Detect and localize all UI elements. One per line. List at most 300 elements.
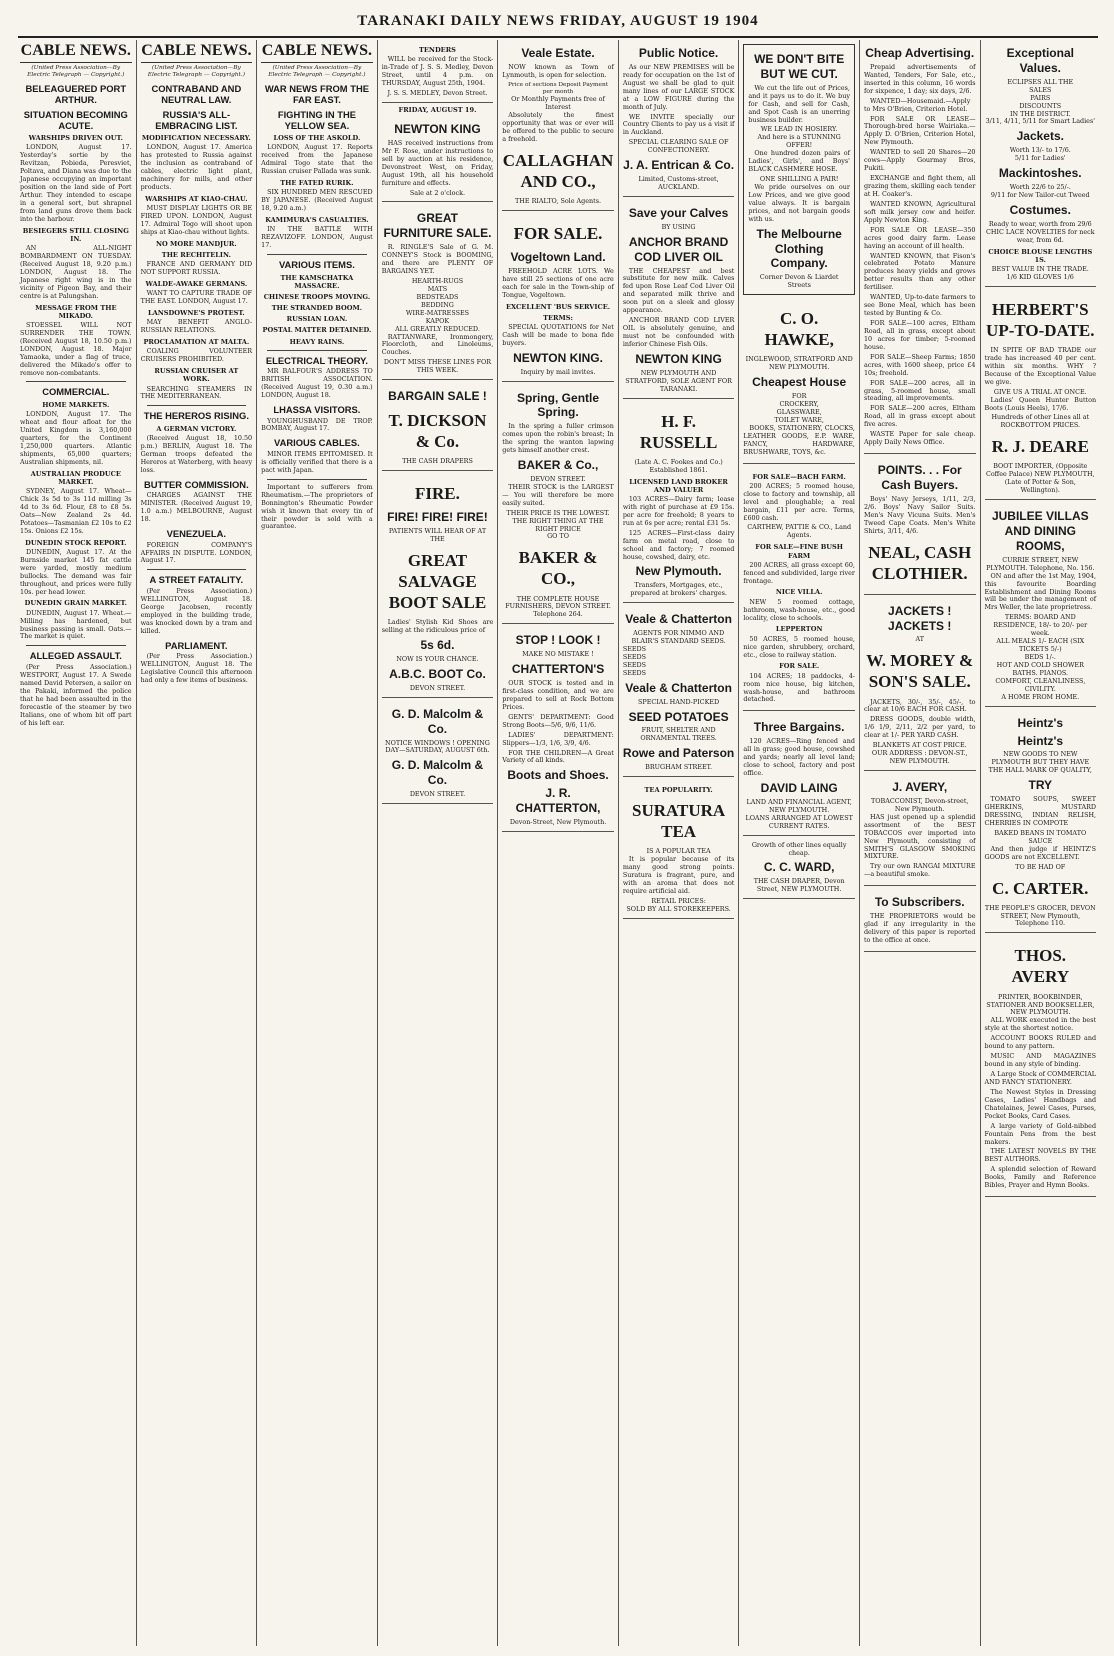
article-text: IN THE BATTLE WITH REZAVIZOFF. LONDON, August 17. <box>261 225 373 250</box>
article-text: COALING VOLUNTEER CRUISERS PROHIBITED. <box>140 347 253 364</box>
article-text: (Per Press Association.) WESTPORT, August 17. A Swede named David Petersen, a sailor on the Pakaki, informed the police that he had been assaulted in the forecastle of the steamer by two Italians, one of whom bit off part of his left ear. <box>20 662 132 727</box>
advert-text: 200 ACRES, all grass except 60, fenced and subdivided, large river frontage. <box>743 560 855 585</box>
article-text: Important to sufferers from Rheumatism.—The proprietors of Bonnington's Rheumatic Powder wish it known that every tin of their powder is sold with a guarantee. <box>261 482 373 531</box>
divider <box>26 645 126 646</box>
article-text: CHARGES AGAINST THE MINISTER. (Received August 19, 1.0 a.m.) MELBOURNE, August 18. <box>140 491 253 524</box>
advert-heading: NEWTON KING <box>635 351 722 366</box>
advert-line: ONE SHILLING A PAIR! <box>759 175 839 184</box>
headline: WAR NEWS FROM THE FAR EAST. <box>264 82 369 105</box>
classified-item: WANTED—Housemaid.—Apply to Mrs O'Brien, Criterion Hotel. <box>863 96 971 113</box>
advert-subheading: LEPPERTON <box>775 625 823 634</box>
advert-ward <box>743 839 855 900</box>
advert-subheading: THE PEOPLE'S GROCER, DEVON STREET, New Plymouth, Telephone 110. <box>984 903 1096 928</box>
headline: PARLIAMENT. <box>165 639 228 651</box>
advert-line: Worth 13/- to 17/6. <box>1009 146 1071 155</box>
advert-text: 125 ACRES—First-class dairy farm on metal road, close to school and factory; 7 roomed house, cowshed, dairy, etc. <box>622 528 735 561</box>
advert-text: JACKETS, 30/-, 35/-, 45/-, to clear at 10/6 EACH FOR CASH. <box>863 697 976 714</box>
advert-text: RATTANWARE, Ironmongery, Floorcloth, and Linoleums, Couches. <box>381 332 494 357</box>
subhead: THE KAMSCHATKA MASSACRE. <box>280 273 354 290</box>
advert-heading: New Plymouth. <box>635 564 722 579</box>
advert-text: 104 ACRES; 18 paddocks, 4-room nice house, big kitchen, wash-house, and bathroom detached. <box>743 671 855 704</box>
advert-line: SPECIAL CLEARING SALE OF CONFECTIONERY. <box>628 138 729 155</box>
advert-line: HEARTH-RUGS <box>411 276 464 285</box>
advert-heading: Veale & Chatterton <box>625 680 732 695</box>
advert-line: KAPOK <box>425 316 450 325</box>
advert-text: DRESS GOODS, double width, 1/6 1/9, 2/11, 2/2 per yard, to clear at 1/- PER YARD CASH. <box>863 715 976 740</box>
advert-subheading: INGLEWOOD, STRATFORD AND NEW PLYMOUTH. <box>745 355 853 372</box>
advert-line: IN THE DISTRICT. <box>1010 109 1071 118</box>
advert-text: 120 ACRES—Ring fenced and all in grass; good house, cowshed and yards; nearly all level land; close to school, factory and post office. <box>743 737 855 777</box>
cable-news-title: CABLE NEWS. <box>20 42 132 63</box>
subhead: HOME MARKETS. <box>42 400 110 409</box>
subhead: PROCLAMATION AT MALTA. <box>143 338 250 347</box>
advert-line: NOW IS YOUR CHANCE. <box>396 655 479 663</box>
advert-subheading: DEVON STREET. <box>409 790 466 799</box>
headline: VARIOUS ITEMS. <box>278 258 355 270</box>
advert-subheading: TOBACCONIST, Devon-street, New Plymouth. <box>871 796 969 813</box>
headline: VARIOUS CABLES. <box>274 437 360 449</box>
advert-veale-estate <box>502 40 614 211</box>
advert-heading: WE DON'T BITE BUT WE CUT. <box>754 52 845 81</box>
advert-heading: Heintz's <box>1017 715 1064 730</box>
advert-heading: THOS. AVERY <box>1011 946 1070 987</box>
advert-text: WE INVITE specially our Country Clients to pay us a visit if in Auckland. <box>622 112 735 137</box>
advert-heading: A.B.C. BOOT Co. <box>389 666 486 681</box>
advert-line: 1/6 KID GLOVES 1/6 <box>1006 272 1074 281</box>
advert-text: Sale at 2 o'clock. <box>409 188 466 197</box>
column-8 <box>860 40 981 1646</box>
advert-line: BAKED BEANS IN TOMATO SAUCE <box>994 828 1087 845</box>
article-text: WANT TO CAPTURE TRADE OF THE EAST. LONDON, August 17. <box>140 289 253 306</box>
advert-subheading: IS A POPULAR TEA <box>646 847 711 856</box>
advert-text: SPECIAL QUOTATIONS for Net Cash will be made to bona fide buyers. <box>502 322 614 347</box>
advert-line: Transfers, Mortgages, etc., prepared at brokers' charges. <box>630 581 727 598</box>
advert-heading: TRY <box>1028 778 1053 793</box>
advert-text: THEIR STOCK is the LARGEST— You will therefore be more easily suited. <box>502 482 614 507</box>
advert-line: FRUIT, SHELTER AND ORNAMENTAL TREES. <box>640 726 717 743</box>
advert-heading: ANCHOR BRAND COD LIVER OIL <box>628 234 729 264</box>
subhead: LANSDOWNE'S PROTEST. <box>147 309 245 318</box>
classified-item: WANTED to sell 20 Shares—20 cows—Apply Gourmay Bros, Pukiti. <box>863 148 976 173</box>
advert-subheading: CURRIE STREET, NEW PLYMOUTH. Telephone, No. 156. <box>986 555 1095 572</box>
advert-entrican <box>623 40 735 197</box>
advert-heading: G. D. Malcolm & Co. <box>391 758 484 788</box>
advert-line: BEDSTEADS <box>416 292 459 301</box>
advert-heading: C. O. HAWKE, <box>764 309 834 350</box>
advert-heading: SURATURA TEA <box>631 801 726 842</box>
advert-subheading: DEVON STREET. <box>409 683 466 692</box>
article-text: FRANCE AND GERMANY DID NOT SUPPORT RUSSIA. <box>140 260 253 277</box>
advert-line: TOILET WARE, <box>774 415 824 424</box>
advert-text: Absolutely the finest opportunity that was or ever will be offered to the public to secure a freehold. <box>502 111 614 143</box>
headline: ALLEGED ASSAULT. <box>29 650 122 662</box>
advert-line: SALES <box>1029 85 1052 94</box>
advert-subheading: BOOT IMPORTER, (Opposite Coffee Palace) NEW PLYMOUTH, (Late of Potter & Son, Wellington). <box>985 462 1095 495</box>
advert-suratura-tea <box>623 780 735 919</box>
advert-line: TERMS: BOARD AND RESIDENCE, 18/- to 20/- per week. <box>993 613 1088 638</box>
advert-text: THE CHEAPEST and best substitute for new milk. Calves fed upon Rose Leaf Cod Liver Oil and separated milk thrive and soon put on a sleek and glossy appearance. <box>622 266 735 315</box>
advert-heading: NEWTON KING. <box>513 350 603 365</box>
advert-text: THE PROPRIETORS would be glad if any irregularity in the delivery of this paper is reported to the office at once. <box>863 912 976 944</box>
headline: VENEZUELA. <box>166 528 227 540</box>
advert-line: CHIC LACE NOVELTIES for neck wear, from 6d. <box>985 227 1095 244</box>
advert-line: ALL GREATLY REDUCED. <box>395 324 480 333</box>
divider <box>267 479 367 480</box>
advert-text: BOOKS, STATIONERY, CLOCKS, LEATHER GOODS, E.P. WARE, FANCY, HARDWARE, BRUSHWARE, TOYS, &c. <box>743 423 855 456</box>
advert-line: OUR ADDRESS : DEVON-ST., NEW PLYMOUTH. <box>871 749 968 766</box>
subhead: MODIFICATION NECESSARY. <box>141 134 251 143</box>
advert-newton-king <box>382 116 494 202</box>
divider <box>267 350 367 351</box>
advert-text: Prepaid advertisements of Wanted, Tenders, For Sale, etc., inserted in this column, 16 words for sixpence, 1 day; six days, 2/6. <box>863 62 976 95</box>
advert-text: FREEHOLD ACRE LOTS. We have still 25 sections of one acre each for sale in the Town-ship of Tongue, Vogeltown. <box>502 266 614 299</box>
advert-text: Ladies' Queen Hunter Button Boots (Louis Heels), 17/6. <box>984 395 1097 412</box>
advert-line: BEDDING <box>421 300 454 309</box>
advert-herbert <box>985 290 1097 500</box>
headline: ELECTRICAL THEORY. <box>265 354 368 366</box>
subhead: WARSHIPS AT KIAO-CHAU. <box>145 194 248 203</box>
classified-item: WASTE Paper for sale cheap. Apply Daily News Office. <box>863 430 976 447</box>
advert-text: ALL WORK executed in the best style at the shortest notice. <box>984 1016 1097 1033</box>
advert-salvage-sale <box>382 474 494 698</box>
advert-line: 3/11, 4/11, 5/11 for Smart Ladies' <box>985 117 1095 126</box>
advert-line: GLASSWARE, <box>776 407 822 416</box>
advert-date: FRIDAY, AUGUST 19. <box>398 105 477 114</box>
advert-subheading: FOR SALE—FINE BUSH FARM <box>755 543 844 560</box>
advert-baker <box>502 385 614 625</box>
advert-hawke <box>743 299 855 463</box>
article-text: DUNEDIN, August 17. Wheat.—Milling has hardened, but business passing is small. Oats.—The market is quiet. <box>20 608 132 641</box>
article-text: (Received August 18, 10.50 p.m.) BERLIN, August 18. The German troops defeated the Hereros at Waterberg, with heavy loss. <box>140 434 253 474</box>
advert-text: We cut the life out of Prices, and it pays us to do it. We buy for Cash, and sell for Cash, and Spot Cash is an unerring business builder. <box>748 83 850 124</box>
advert-line: SOLD BY ALL STOREKEEPERS. <box>626 904 731 913</box>
advert-line: Growth of other lines equally cheap. <box>751 840 847 857</box>
subhead: DUNEDIN GRAIN MARKET. <box>24 599 127 608</box>
advert-line: WE LEAD IN HOSIERY. <box>760 125 838 134</box>
subhead: NO MORE MANDJUR. <box>155 239 237 248</box>
advert-text: WILL be received for the Stock-in-Trade of J. S. S. Medley, Devon Street, until 4 p.m. on THURSDAY, August 25th, 1904. <box>381 55 494 87</box>
advert-line: And here is a STUNNING OFFER! <box>757 133 841 150</box>
advert-malcolm <box>382 701 494 804</box>
subhead: RUSSIAN LOAN. <box>286 315 348 324</box>
credit-line: (United Press Association—By Electric Telegraph — Copyright.) <box>147 64 245 78</box>
advert-line: Or Monthly Payments free of Interest <box>511 95 605 112</box>
headline: A STREET FATALITY. <box>149 574 244 586</box>
advert-line: HOT AND COLD SHOWER BATHS. PIANOS. <box>996 660 1084 677</box>
article-text: LONDON, August 17. Yesterday's sortie by the Revitzan, Pobieda, Peresviet, Poltava, and Diana was due to the Japanese occupying an important position on the land side of Port Arthur. They intended to escape in a general sort, but shrapnel from land guns drove them back into the harbour. <box>20 143 132 223</box>
advert-heading: HERBERT'S UP-TO-DATE. <box>986 299 1095 340</box>
advert-heading: DAVID LAING <box>760 780 838 795</box>
classified-item: FOR SALE—Sheep Farms; 1850 acres, with 1600 sheep, price £4 10s; freehold. <box>863 352 976 377</box>
advert-line: EXCELLENT 'BUS SERVICE. <box>506 302 611 311</box>
divider <box>26 381 126 382</box>
advert-text: PATIENTS WILL HEAR OF AT THE <box>388 527 487 544</box>
masthead <box>18 10 1098 38</box>
advert-heading: FOR SALE. <box>513 223 603 243</box>
cable-news-title: CABLE NEWS. <box>141 42 253 63</box>
article-text: FOREIGN COMPANY'S AFFAIRS IN DISPUTE. LONDON, August 17. <box>140 540 253 565</box>
advert-heading: BAKER & CO., <box>518 548 598 589</box>
advert-heading: W. MOREY & SON'S SALE. <box>866 651 974 692</box>
column-4 <box>378 40 499 1646</box>
advert-heading: Three Bargains. <box>753 720 845 735</box>
advert-text: ON and after the 1st May, 1904, this favourite Boarding Establishment and Dining Rooms will be under the management of Mrs Weller, the late proprietress. <box>984 571 1097 612</box>
advert-heading: BARGAIN SALE ! <box>388 389 487 404</box>
advert-subheading: FOR SALE—BACH FARM. <box>752 472 846 481</box>
advert-thos-avery <box>985 936 1097 1197</box>
advert-heading: Rowe and Paterson <box>622 746 735 761</box>
advert-heading: SEED POTATOES <box>628 709 729 724</box>
advert-subheading: THE RIALTO, Sole Agents. <box>515 196 602 205</box>
advert-line: CROCKERY, <box>779 400 819 409</box>
advert-text: LADIES' DEPARTMENT: Slippers—1/3, 1/6, 3/9, 4/6. <box>502 730 614 747</box>
advert-text: One hundred dozen pairs of Ladies', Girls', and Boys' BLACK CASHMERE HOSE. <box>748 149 850 174</box>
classified-item: FOR SALE—200 acres, all in grass, 5-roomed house, small steading, all improvements. <box>863 378 976 403</box>
advert-heading: JUBILEE VILLAS AND DINING ROOMS, <box>991 509 1089 553</box>
advert-j-avery <box>864 774 976 886</box>
advert-subheading: LICENSED LAND BROKER AND VALUER <box>629 477 728 494</box>
classified-item: FOR SALE OR LEASE—350 acres good dairy farm. Lease having an account of ill health. <box>863 225 976 250</box>
advert-heading: Save your Calves <box>628 205 729 220</box>
advert-subheading: Devon-Street, New Plymouth. <box>509 818 607 827</box>
advert-text: ANCHOR BRAND COD LIVER OIL is absolutely genuine, and must not be confounded with inferior Chinese Fish Oils. <box>622 316 735 348</box>
advert-russell <box>623 402 735 604</box>
advert-heading: FIRE! FIRE! FIRE! <box>387 510 488 525</box>
advert-anchor-brand <box>623 200 735 399</box>
advert-text: NOTICE WINDOWS ! OPENING DAY—SATURDAY, AUGUST 6th. <box>385 738 490 755</box>
advert-signature: J. S. S. MEDLEY, Devon Street. <box>387 88 488 97</box>
advert-heading: Heintz's <box>1017 733 1064 748</box>
advert-heading: Cheapest House <box>752 375 847 390</box>
advert-heading: POINTS. . . For Cash Buyers. <box>877 463 962 492</box>
classified-item: FOR SALE—200 acres, Eltham Road, all in grass except about five acres. <box>863 404 976 429</box>
article-text: MAY BENEFIT ANGLO-RUSSIAN RELATIONS. <box>140 318 253 335</box>
advert-carthew-pattie <box>743 467 855 712</box>
subhead: A GERMAN VICTORY. <box>156 424 237 433</box>
advert-heading: H. F. RUSSELL <box>639 411 718 452</box>
advert-line: NEW GOODS TO NEW PLYMOUTH BUT THEY HAVE THE HALL MARK OF QUALITY, <box>988 750 1092 775</box>
column-2 <box>137 40 258 1646</box>
advert-text: Ladies' Stylish Kid Shoes are selling at the ridiculous price of <box>381 618 494 635</box>
advert-heading: Veale & Chatterton <box>625 612 732 627</box>
article-text: AN ALL-NIGHT BOMBARDMENT ON TUESDAY. (Received August 18, 9.20 p.m.) LONDON, August 18. The Japanese right wing is in the vicinity of Pigeon Bay, and their centre is at Palungshan. <box>20 243 132 300</box>
advert-line: FOR <box>791 392 807 401</box>
subhead: MESSAGE FROM THE MIKADO. <box>35 303 117 320</box>
advert-line: WIRE-MATRESSES <box>405 308 470 317</box>
article-text: LONDON, August 17. Reports received from the Japanese Admiral Togo state that the Russian cruiser Pallada was sunk. <box>261 143 373 176</box>
advert-line: Telephone 264. <box>533 610 583 619</box>
advert-heading: To Subscribers. <box>874 895 965 910</box>
classified-item: WANTED KNOWN, that Fison's celebrated Potato Manure produces heavy yields and grows better results than any other fertiliser. <box>863 251 976 292</box>
article-text: (Per Press Association.) WELLINGTON, August 18. The Legislative Council this afternoon had only a few items of business. <box>140 652 253 684</box>
advert-line: THE RIGHT THING AT THE RIGHT PRICE <box>512 516 604 533</box>
subhead: AUSTRALIAN PRODUCE MARKET. <box>30 469 121 486</box>
advert-text: In the spring a fuller crimson comes upon the robin's breast; In the spring the wanton lapwing gets himself another crest. <box>502 422 614 455</box>
article-text: MR BALFOUR'S ADDRESS TO BRITISH ASSOCIATION. (Received August 19, 0.30 a.m.) LONDON, August 18. <box>261 367 373 400</box>
advert-heading: Mackintoshes. <box>998 166 1082 181</box>
advert-heading: Jackets. <box>1016 129 1064 144</box>
advert-line: Inquiry by mail invites. <box>520 367 596 376</box>
advert-heading: TENDERS <box>418 46 456 54</box>
advert-subheading: AGENTS FOR NIMMO AND BLAIR'S STANDARD SEEDS. <box>631 629 726 645</box>
article-text: MINOR ITEMS EPITOMISED. It is officially verified that there is a pact with Japan. <box>261 449 373 474</box>
subhead: THE FATED RURIK. <box>280 179 354 188</box>
column-9 <box>981 40 1101 1646</box>
advert-text: NEW 5 roomed cottage, bathroom, wash-house, etc., good locality, close to schools. <box>743 597 855 622</box>
advert-heading: NEWTON KING <box>394 122 481 137</box>
classified-item: FOR SALE—100 acres, Eltham Road, all in grass, except about 10 acres for timber; 5-roomed house. <box>863 319 976 351</box>
advert-line: TO BE HAD OF <box>1015 862 1066 871</box>
advert-text: THE LATEST NOVELS BY THE BEST AUTHORS. <box>984 1147 1097 1164</box>
advert-heading: NEAL, CASH CLOTHIER. <box>868 542 972 583</box>
advert-line: ECLIPSES ALL THE <box>1007 77 1074 86</box>
advert-line: DON'T MISS THESE LINES FOR THIS WEEK. <box>383 358 492 375</box>
advert-heading: Boots and Shoes. <box>507 768 609 783</box>
advert-heading: T. DICKSON & Co. <box>388 411 487 452</box>
headline: FIGHTING IN THE YELLOW SEA. <box>277 109 356 131</box>
advert-text: HAS received instructions from Mr F. Rose, under instructions to sell by auction at his residence, Devonstreet West, on Friday, August 19th, all his household furniture and effects. <box>381 138 494 187</box>
advert-subscribers <box>864 889 976 952</box>
advert-text: A large variety of Gold-nibbed Fountain Pens from the best makers. <box>984 1121 1097 1146</box>
advert-line: AT <box>915 635 924 644</box>
article-text: (Per Press Association.) WELLINGTON, August 18. George Jacobsen, recently employed in the building trade, was knocked down by a tram and killed. <box>140 586 253 635</box>
advert-line: SPECIAL HAND-PICKED <box>638 697 720 706</box>
advert-line: THEIR PRICE IS THE LOWEST. <box>506 508 610 517</box>
column-6 <box>619 40 740 1646</box>
advert-text: IN SPITE OF BAD TRADE our trade has increased 40 per cent. within six months. WHY ? Because of the Exceptional Value we give. <box>984 345 1097 386</box>
divider <box>267 254 367 255</box>
advert-line: ALL MEALS 1/- EACH (SIX TICKETS 5/-) <box>996 637 1085 654</box>
advert-text: FOR THE CHILDREN—A Great Variety of all kinds. <box>502 748 614 765</box>
advert-line: BY USING <box>661 222 696 231</box>
column-5 <box>498 40 619 1646</box>
advert-subheading: NEW PLYMOUTH AND STRATFORD, SOLE AGENT FOR TARANAKI. <box>625 368 732 393</box>
advert-heading: Spring, Gentle Spring. <box>517 390 600 420</box>
advert-text: It is popular because of its many good strong points. Suratura is fragrant, pure, and with an aroma that does not require artificial aid. <box>622 855 735 896</box>
subhead: HEAVY RAINS. <box>289 337 345 346</box>
subhead: WALDE-AWAKE GERMANS. <box>145 280 248 289</box>
advert-line: RETAIL PRICES: <box>651 897 706 906</box>
advert-heading: Cheap Advertising. <box>865 46 975 60</box>
advert-text: Boys' Navy Jerseys, 1/11, 2/3, 2/6. Boys' Navy Sailor Suits. Men's Navy Vicuna Suits. Men's Tweed Cape Coats. Men's White Shirts, 3/11, 4/6. <box>863 494 976 535</box>
article-text: STOESSEL WILL NOT SURRENDER THE TOWN. (Received August 18, 10.50 p.m.) LONDON, August 18. Major Yamaoka, under a flag of truce, delivered the Mikado's offer to remove non-combatants. <box>20 320 132 377</box>
headline: LHASSA VISITORS. <box>273 404 361 415</box>
masthead-title: TARANAKI DAILY NEWS FRIDAY, AUGUST 19 1904 <box>357 13 759 29</box>
divider <box>147 405 247 406</box>
advert-text: As our NEW PREMISES will be ready for occupation on the 1st of August we shall be glad to quit many lines of our LARGE STOCK at a LOW FIGURE during the month of July. <box>622 62 735 111</box>
advert-heading: BAKER & Co., <box>517 458 599 473</box>
column-1 <box>16 40 137 1646</box>
cable-news-title: CABLE NEWS. <box>261 42 373 63</box>
advert-text: 200 ACRES; 5 roomed house, close to factory and township, all level and ploughable; a real bargain, £11 per acre. Terms, £600 cash. <box>743 481 855 522</box>
advert-line: 5/11 for Ladies' <box>1014 154 1066 163</box>
advert-line: SEEDS <box>622 652 647 661</box>
article-text: LONDON, August 17. The wheat and flour afloat for the United Kingdom is 3,160,000 quarters, for the Continent 1,250,000 quarters. Atlantic shipments, 65,000 quarters; Australian shipments, nil. <box>20 410 132 466</box>
classified-item: WANTED KNOWN, Agricultural soft milk jersey cow and heifer. Apply Newton King. <box>863 199 976 224</box>
advert-subheading: NICE VILLA. <box>775 588 823 597</box>
advert-subheading: LAND AND FINANCIAL AGENT, NEW PLYMOUTH. <box>746 797 852 814</box>
advert-neal <box>864 457 976 595</box>
advert-heading: J. A. Entrican & Co. <box>623 158 735 173</box>
advert-heading: Veale Estate. <box>521 46 595 60</box>
advert-heading: G. D. Malcolm & Co. <box>391 706 484 736</box>
headline: COMMERCIAL. <box>42 386 110 398</box>
credit-line: (United Press Association—By Electric Telegraph — Copyright.) <box>27 64 125 78</box>
advert-table-head: Price of sections Deposit Payment per month <box>508 81 609 95</box>
article-text: YOUNGHUSBAND DE TROP. BOMBAY, August 17. <box>261 416 373 433</box>
advert-subheading: DEVON STREET. <box>530 474 586 483</box>
subhead: WARSHIPS DRIVEN OUT. <box>28 134 123 143</box>
subhead: POSTAL MATTER DETAINED. <box>262 326 372 335</box>
advert-heading: STOP ! LOOK ! <box>515 633 601 648</box>
advert-chatterton <box>502 627 614 832</box>
subhead: THE RECHITELIN. <box>161 250 231 259</box>
article-text: SEARCHING STEAMERS IN THE MEDITERRANEAN. <box>140 384 253 401</box>
advert-text: A Large Stock of COMMERCIAL AND FANCY STATIONERY. <box>984 1070 1097 1086</box>
advert-line: BEST VALUE IN THE TRADE. <box>991 264 1089 273</box>
advert-heading: CHATTERTON'S <box>511 662 605 677</box>
advert-text: A splendid selection of Reward Books, Family and Reference Bibles, Prayer and Hymn Books. <box>984 1165 1097 1190</box>
advert-heading: J. R. CHATTERTON, <box>515 786 601 816</box>
advert-text: NOW known as Town of Lynmouth, is open for selection. <box>502 62 614 79</box>
advert-heading: R. J. DEARE <box>991 437 1089 457</box>
advert-dickson <box>382 383 494 471</box>
subhead: BESIEGERS STILL CLOSING IN. <box>22 226 129 243</box>
advert-heading: The Melbourne Clothing Company. <box>756 226 842 271</box>
advert-veale-chatterton <box>623 606 735 777</box>
advert-line: SEEDS <box>622 660 647 669</box>
divider <box>147 569 247 570</box>
advert-text: And then judge if HEINTZ'S GOODS are not EXCELLENT. <box>984 844 1097 861</box>
advert-line: PAIRS <box>1030 93 1051 102</box>
advert-furniture-sale <box>382 205 494 380</box>
advert-subheading: BRUGHAM STREET. <box>645 763 713 772</box>
advert-line: A HOME FROM HOME. <box>1001 692 1080 701</box>
subhead: KAMIMURA'S CASUALTIES. <box>265 216 369 224</box>
article-text: MUST DISPLAY LIGHTS OR BE FIRED UPON. LONDON, August 17. Admiral Togo will shoot upon ships at Kiao-chau without lights. <box>140 204 253 236</box>
headline: CONTRABAND AND NEUTRAL LAW. <box>151 82 242 105</box>
classified-item: WANTED, Up-to-date farmers to see Bone Meal, which has been tested by Bunting & Co. <box>863 293 976 318</box>
advert-line: Hundreds of other Lines all at ROCKBOTTOM PRICES. <box>991 413 1090 430</box>
advert-subheading: FOR SALE. <box>779 662 820 671</box>
advert-text: The Newest Styles in Dressing Cases, Ladies' Handbags and Chatelaines, Jewel Cases, Purses, Pocket Books, Card Cases. <box>984 1087 1097 1120</box>
advert-subheading: Corner Devon & Liardet Streets <box>759 273 839 290</box>
advert-jubilee-villas <box>985 503 1097 707</box>
advert-text: TOMATO SOUPS, SWEET GHERKINS, MUSTARD DRESSING, INDIAN RELISH, CHERRIES IN COMPOTE <box>984 795 1097 827</box>
advert-heading: Exceptional Values. <box>1006 46 1074 75</box>
advert-text: OUR STOCK is tested and in first-class condition, and we are prepared to sell at Rock Bottom Prices. <box>502 679 614 711</box>
advert-vogeltown <box>502 214 614 382</box>
advert-text: HAS just opened up a splendid assortment of the BEST TOBACCOS ever imported into New Plymouth, consisting of SMITH'S GLASGOW SMOKING MIXTURE. <box>863 812 976 861</box>
advert-subheading: CHOICE BLOUSE LENGTHS 1S. <box>988 247 1093 264</box>
advert-line: LOANS ARRANGED AT LOWEST CURRENT RATES. <box>745 813 853 830</box>
classified-item: FOR SALE OR LEASE—Thorough-bred horse Wairiaka.—Apply D. O'Brien, Criterion Hotel, New Plymouth. <box>863 114 976 147</box>
advert-line: 9/11 for New Tailor-cut Tweed <box>990 190 1090 199</box>
advert-heading: Public Notice. <box>638 46 719 60</box>
advert-line: GIVE US A TRIAL AT ONCE. <box>993 387 1087 396</box>
advert-exceptional-values <box>985 40 1097 287</box>
subhead: LOSS OF THE ASKOLD. <box>273 134 361 143</box>
advert-subheading: THE CASH DRAPER, Devon Street, NEW PLYMOUTH. <box>753 877 845 894</box>
credit-line: (United Press Association—By Electric Telegraph — Copyright.) <box>268 64 366 78</box>
advert-price: 5s 6d. <box>420 638 455 653</box>
classified-item: EXCHANGE and fight them, all grazing them, skilling each tender at H. Coaker's. <box>863 174 976 198</box>
headline: BUTTER COMMISSION. <box>144 478 249 490</box>
newspaper-columns <box>16 40 1100 1646</box>
advert-subheading: PRINTER, BOOKBINDER, STATIONER AND BOOKSELLER, NEW PLYMOUTH. <box>986 992 1095 1017</box>
advert-text: GENTS' DEPARTMENT: Good Strong Boots—5/6, 9/6, 11/6. <box>502 712 614 729</box>
advert-heading: CALLAGHAN AND CO., <box>502 150 614 191</box>
